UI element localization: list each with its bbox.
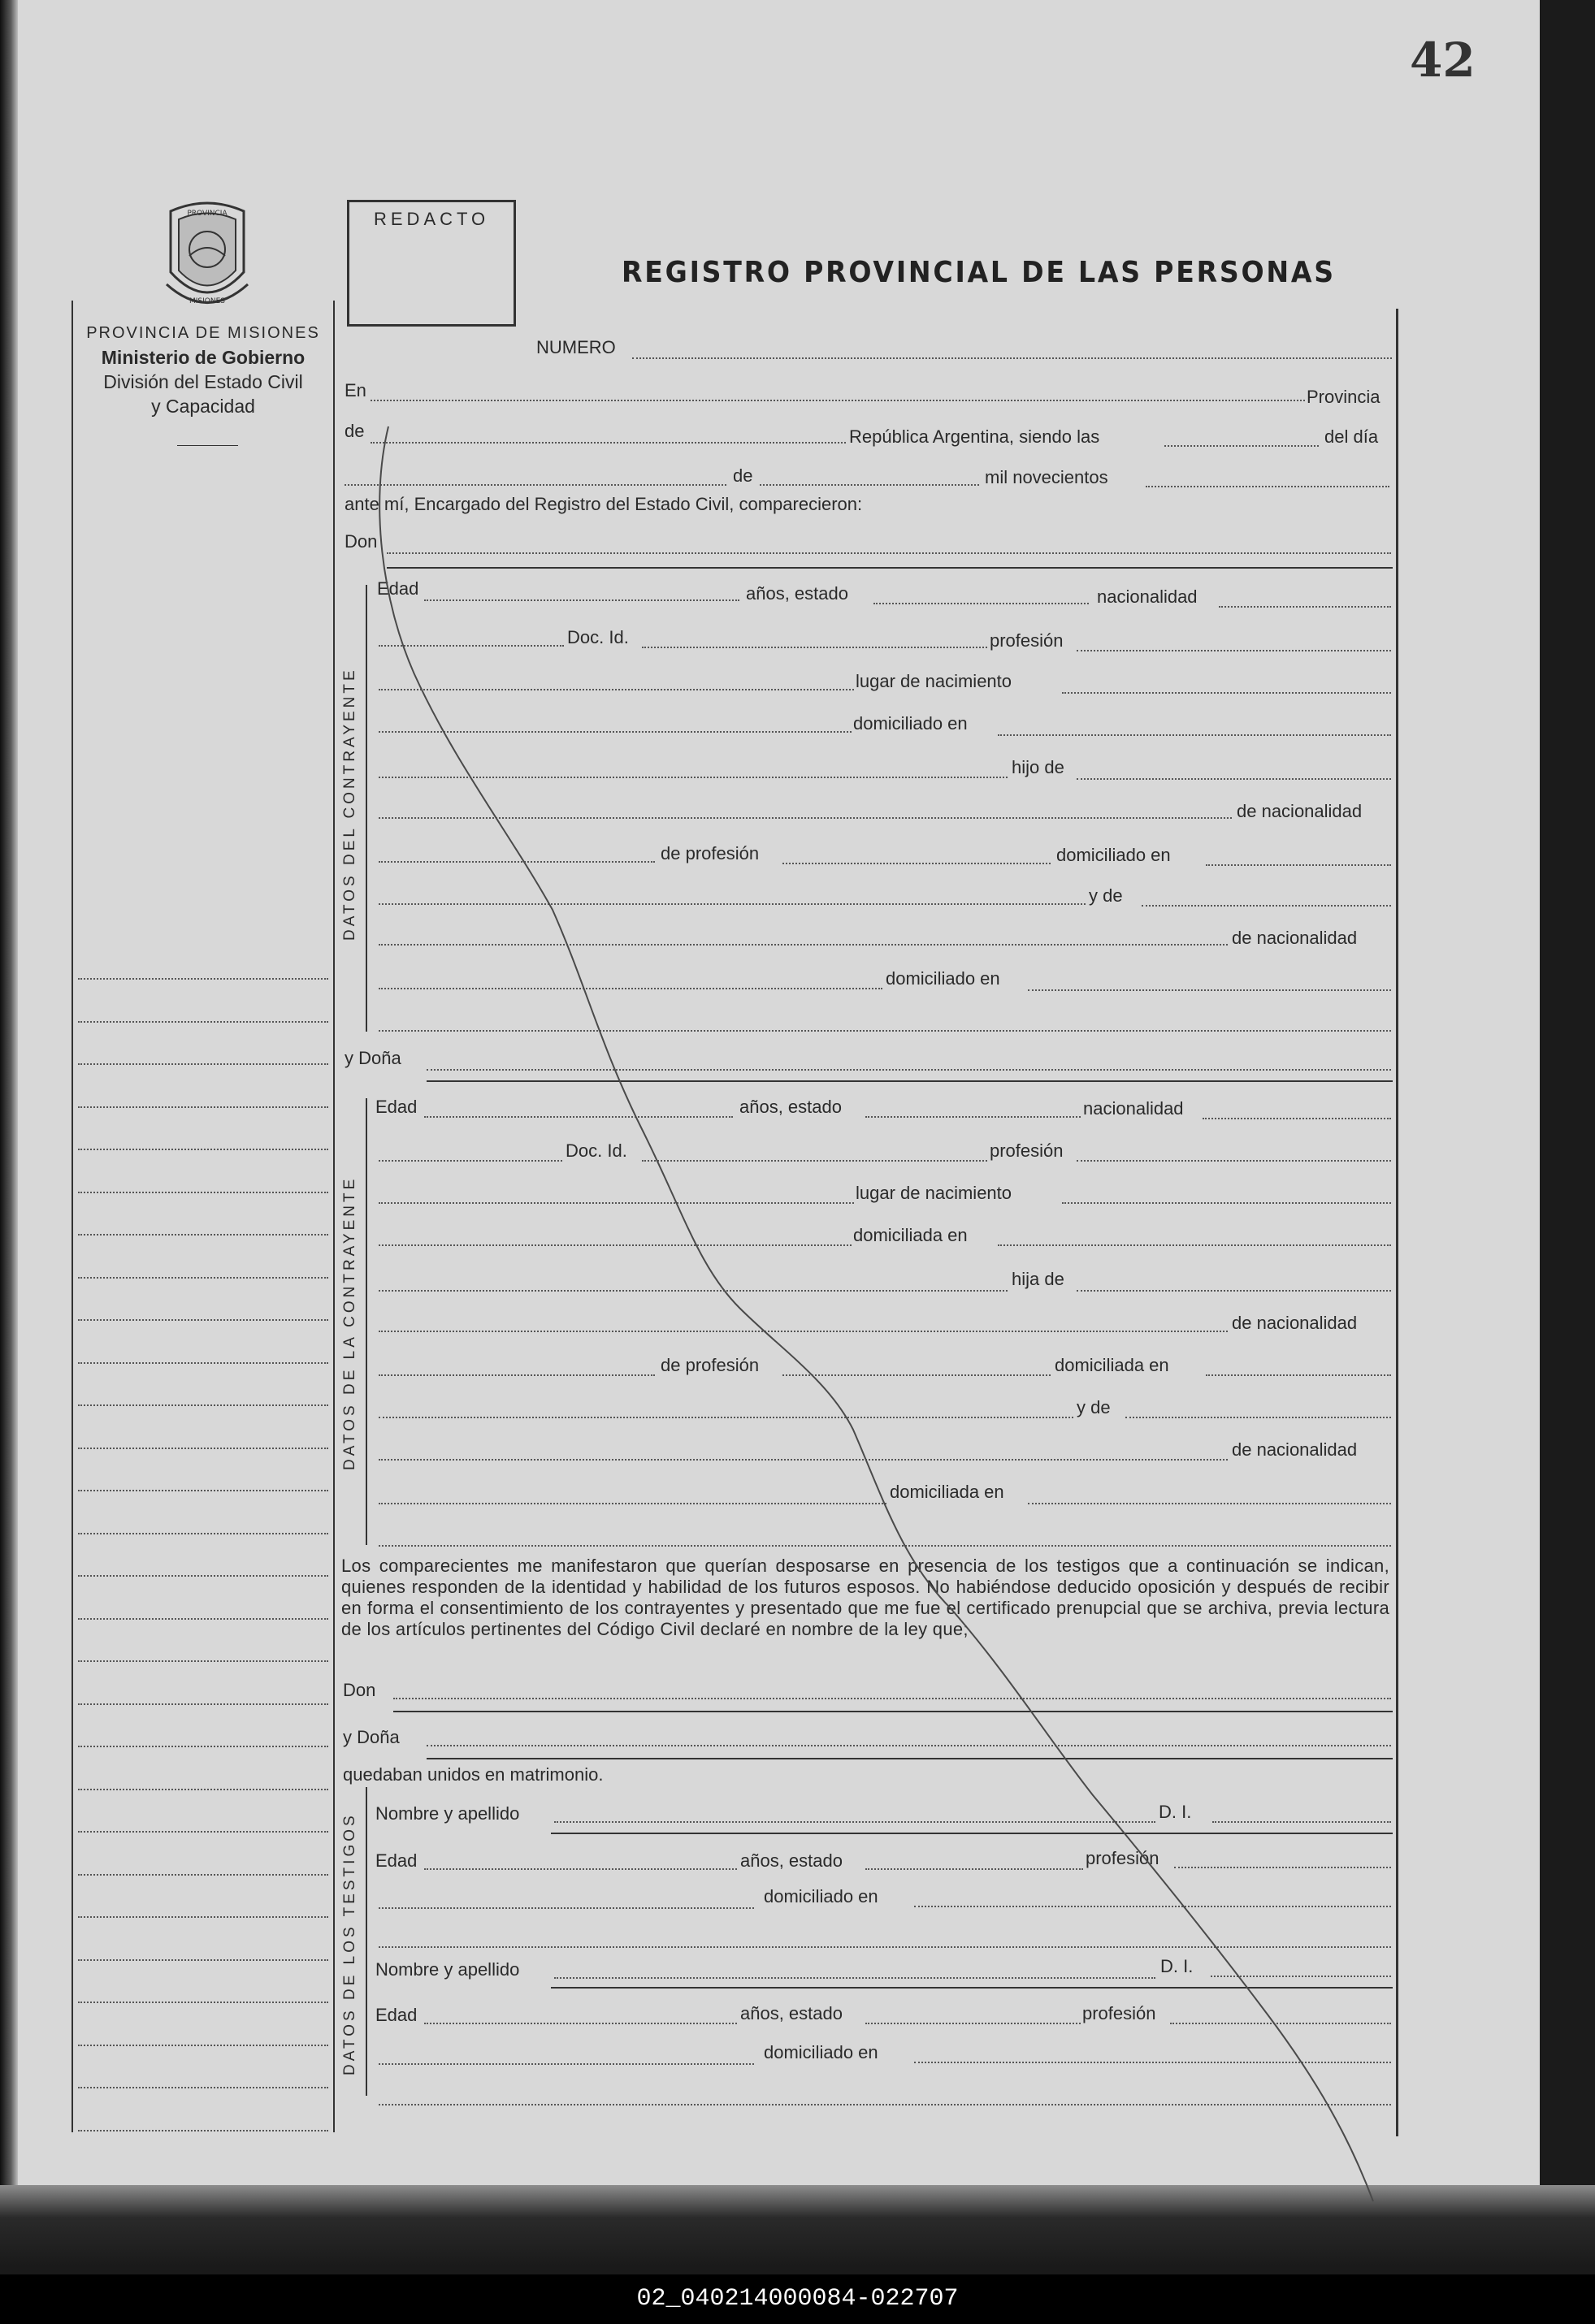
witness1-edad-label: Edad [375,1850,418,1871]
witness1-profesion-label: profesión [1086,1848,1159,1868]
witness1-nombre-label: Nombre y apellido [375,1803,520,1824]
closing-dona-label: y Doña [343,1727,400,1747]
groom-domicilio2-label: domiciliado en [1056,845,1171,865]
republica-label: República Argentina, siendo las [849,426,1100,447]
groom-nac2-label: de nacionalidad [1232,928,1358,948]
bride-hija-label: hija de [1012,1269,1064,1289]
bride-domicilio3-label: domiciliada en [890,1482,1004,1502]
svg-text:MISIONES: MISIONES [189,297,226,305]
declaration-paragraph: Los comparecientes me manifestaron que querían desposarse en presencia de los testigos que a continuación se indican, quienes responden de la identidad y habilidad de los futuros esposos. No habiéndose deducido oposición y después de recibir en forma el consentimiento de los contrayentes y presentado que me fue el certificado prenupcial que se archiva, previa lectura de los artículos pertinentes del Código Civil declaré en nombre de la ley que; [341,1556,1389,1639]
groom-y-de-label: y de [1089,885,1123,906]
de2-label: de [733,465,753,486]
de-label: de [345,421,365,441]
bride-profesion-label: profesión [990,1140,1064,1161]
groom-profesion-label: profesión [990,630,1064,651]
bride-lugar-label: lugar de nacimiento [856,1183,1012,1203]
bride-section-label: DATOS DE LA CONTRAYENTE [341,1175,358,1470]
ministry-name: Ministerio de Gobierno [101,347,306,368]
form-title: REGISTRO PROVINCIAL DE LAS PERSONAS [622,256,1336,289]
bride-domicilio-label: domiciliada en [853,1225,968,1245]
groom-domicilio3-label: domiciliado en [886,968,1000,989]
bride-anos-estado-label: años, estado [739,1097,842,1117]
groom-edad-label: Edad [377,578,419,599]
bride-y-de-label: y de [1077,1397,1111,1417]
groom-nacionalidad-label: nacionalidad [1097,586,1198,607]
numero-label: NUMERO [536,337,616,357]
groom-hijo-label: hijo de [1012,757,1064,777]
don-label: Don [345,531,378,552]
groom-nac-label: de nacionalidad [1237,801,1363,821]
ante-mi-text: ante mí, Encargado del Registro del Estado Civil, comparecieron: [345,494,863,514]
witness2-nombre-label: Nombre y apellido [375,1959,520,1980]
groom-doc-label: Doc. Id. [567,627,629,647]
witness2-profesion-label: profesión [1082,2003,1156,2023]
mil-novecientos-label: mil novecientos [985,467,1108,487]
bride-nacionalidad-label: nacionalidad [1083,1098,1184,1119]
groom-de-profesion-label: de profesión [661,843,760,863]
witness1-domicilio-label: domiciliado en [764,1886,878,1906]
bride-doc-label: Doc. Id. [566,1140,627,1161]
witness1-anos-label: años, estado [740,1850,843,1871]
division-name: División del Estado Civil [103,371,303,392]
quedaban-text: quedaban unidos en matrimonio. [343,1764,604,1785]
del-dia-label: del día [1324,426,1379,447]
groom-domicilio-label: domiciliado en [853,713,968,734]
svg-text:PROVINCIA: PROVINCIA [187,210,228,218]
en-label: En [345,380,366,400]
image-id-footer: 02_040214000084-022707 [0,2274,1595,2324]
bride-nac2-label: de nacionalidad [1232,1439,1358,1460]
page-number: 42 [1410,32,1476,88]
groom-lugar-label: lugar de nacimiento [856,671,1012,691]
bride-edad-label: Edad [375,1097,418,1117]
y-dona-label: y Doña [345,1048,401,1068]
provincia-label: Provincia [1307,387,1380,407]
redacto-stamp: REDACTO [347,200,516,327]
bride-nac-label: de nacionalidad [1232,1313,1358,1333]
province-name: PROVINCIA DE MISIONES [86,324,320,342]
witness-section-label: DATOS DE LOS TESTIGOS [341,1812,358,2075]
groom-section-label: DATOS DEL CONTRAYENTE [341,667,358,941]
groom-anos-estado-label: años, estado [746,583,848,604]
bride-de-profesion-label: de profesión [661,1355,760,1375]
witness1-di-label: D. I. [1159,1802,1192,1822]
witness2-anos-label: años, estado [740,2003,843,2023]
witness2-di-label: D. I. [1160,1956,1194,1976]
capacity-name: y Capacidad [151,396,255,417]
closing-don-label: Don [343,1680,376,1700]
witness2-edad-label: Edad [375,2005,418,2025]
witness2-domicilio-label: domiciliado en [764,2042,878,2062]
bride-domicilio2-label: domiciliada en [1055,1355,1169,1375]
